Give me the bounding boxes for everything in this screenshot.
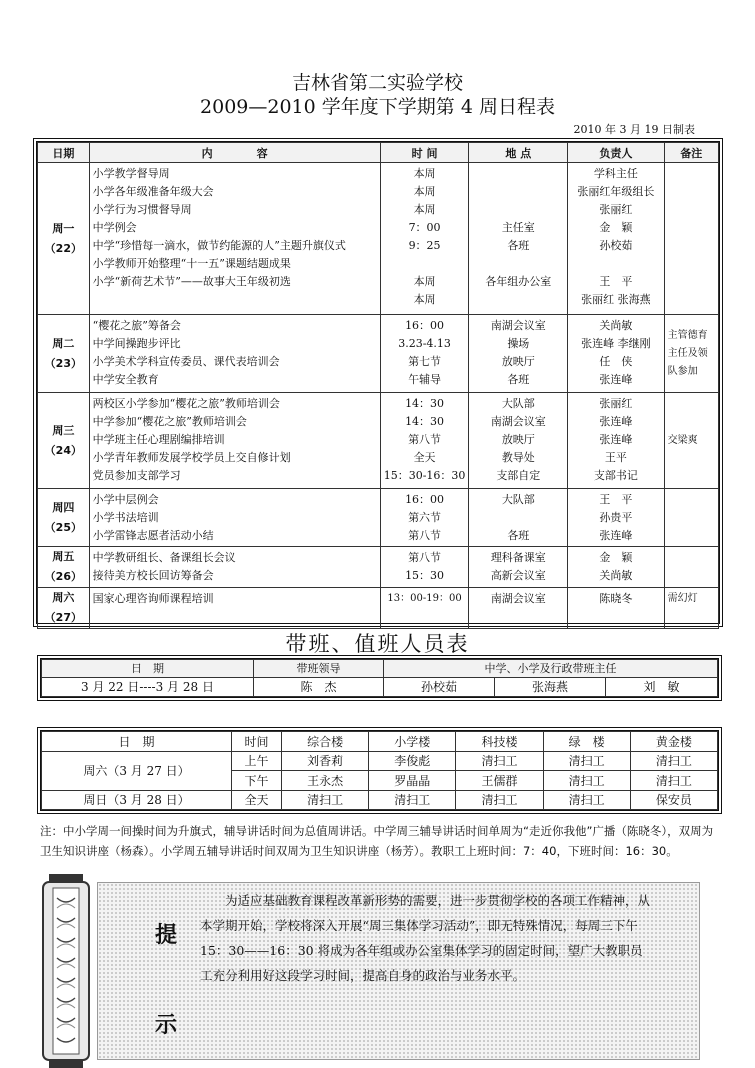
note-cell: 需幻灯: [664, 588, 718, 629]
content-item: 中学例会: [92, 221, 137, 234]
place-item: 操场: [507, 337, 530, 350]
weekly-schedule-table: [33, 138, 723, 627]
content-cell: [89, 588, 380, 629]
time-item: 本周: [413, 185, 436, 198]
day-label: 周六: [52, 591, 75, 604]
time-item: 午辅导: [408, 373, 442, 386]
note-cell: [664, 547, 718, 588]
note-cell: [664, 163, 718, 315]
person-item: 张连峰 李继刚: [581, 337, 651, 350]
time-item: 7：00: [408, 221, 441, 234]
person-item: 金 颖: [599, 221, 633, 234]
duty-staff: 清扫工: [543, 771, 630, 791]
time-item: 14：30: [405, 415, 445, 428]
place-item: [472, 201, 564, 219]
time-item: 14：30: [405, 397, 445, 410]
header-date: 日 期: [42, 732, 232, 752]
place-item: 各年组办公室: [485, 275, 552, 288]
content-item: 小学行为习惯督导周: [92, 203, 192, 216]
duty-staff: 李俊彪: [369, 751, 456, 771]
day-cell: [38, 489, 90, 547]
time-item: [384, 255, 466, 273]
duty-staff: 罗晶晶: [369, 771, 456, 791]
time-item: 第八节: [408, 433, 442, 446]
building-duty-table: [37, 727, 722, 814]
header-time: 时间: [232, 732, 282, 752]
person-cell: [568, 393, 664, 489]
place-item: [472, 255, 564, 273]
duty-head: 张海燕: [495, 677, 606, 696]
person-item: 张连峰: [599, 433, 633, 446]
place-item: 南湖会议室: [490, 415, 546, 428]
place-item: 大队部: [501, 493, 535, 506]
schedule-row-mon: [38, 163, 719, 315]
note-cell: 交梁爽: [664, 393, 718, 489]
day-number: （22）: [44, 241, 82, 255]
header-building: 综合楼: [282, 732, 369, 752]
day-label: 周五: [52, 550, 75, 563]
time-cell: [380, 489, 469, 547]
place-item: 各班: [507, 239, 530, 252]
time-item: 9：25: [408, 239, 441, 252]
time-item: 第七节: [408, 355, 442, 368]
day-number: （27）: [44, 611, 82, 624]
day-label: 周四: [52, 500, 75, 514]
duty-staff: 清扫工: [543, 790, 630, 810]
content-item: 小学各年级准备年级大会: [92, 185, 214, 198]
building-header-row: [42, 732, 718, 752]
duty-staff: 清扫工: [456, 751, 543, 771]
person-item: 关尚敏: [599, 319, 633, 332]
place-cell: [469, 547, 568, 588]
person-item: 陈晓冬: [599, 592, 633, 605]
person-cell: [568, 547, 664, 588]
time-item: 本周: [413, 293, 436, 306]
content-item: 接待美方校长回访筹备会: [92, 569, 214, 582]
person-item: 张连峰: [599, 373, 633, 386]
person-item: 金 颖: [599, 551, 633, 564]
time-item: 本周: [413, 275, 436, 288]
day-number: （25）: [44, 520, 82, 534]
duty-time: 下午: [232, 771, 282, 791]
content-item: 中学安全教育: [92, 373, 159, 386]
content-item: 中学间操跑步评比: [92, 337, 181, 350]
day-cell: [38, 163, 90, 315]
content-item: 党员参加支部学习: [92, 469, 181, 482]
header-building: 绿 楼: [543, 732, 630, 752]
person-item: 孙校茹: [599, 239, 633, 252]
person-cell: [568, 163, 664, 315]
header-heads: 中学、小学及行政带班主任: [384, 660, 718, 678]
schedule-title: 2009—2010 学年度下学期第 4 周日程表: [200, 96, 555, 118]
duty-staff: 清扫工: [282, 790, 369, 810]
duty-staff: 刘香莉: [282, 751, 369, 771]
schedule-row-fri: [38, 547, 719, 588]
time-item: 第八节: [408, 551, 442, 564]
content-item: 小学美术学科宣传委员、课代表培训会: [92, 355, 280, 368]
place-item: 高新会议室: [490, 569, 546, 582]
time-item: 15：30-16：30: [383, 469, 466, 482]
duty-date: 周日（3 月 28 日）: [42, 790, 232, 810]
header-content: 内 容: [89, 143, 380, 163]
tip-text: 为适应基础教育课程改革新形势的需要，进一步贯彻学校的各项工作精神，从本学期开始，学校将深入开展“周三集体学习活动”，即无特殊情况，每周三下午 15：30——16：30 将成为各年组或办公室集体学习的固定时间，望广大教职员工充分利用好这段学习时间，提高自身的政治与业务水平。: [200, 893, 651, 983]
place-item: 各班: [507, 373, 530, 386]
place-cell: [469, 315, 568, 393]
time-item: 第八节: [408, 529, 442, 542]
duty-time: 上午: [232, 751, 282, 771]
content-item: 中学参加“樱花之旅”教师培训会: [92, 415, 247, 428]
content-item: 小学教师开始整理“十一五”课题结题成果: [92, 257, 291, 270]
tip-scroll: [35, 882, 720, 1060]
content-item: 小学书法培训: [92, 511, 159, 524]
content-cell: [89, 163, 380, 315]
duty-staff: 清扫工: [543, 751, 630, 771]
day-number: （24）: [44, 443, 82, 457]
person-item: 王平: [604, 451, 627, 464]
header-note: 备注: [664, 143, 718, 163]
content-cell: [89, 315, 380, 393]
duty-section-title: 带班、值班人员表: [285, 632, 470, 656]
time-cell: [380, 163, 469, 315]
place-item: 理科备课室: [490, 551, 546, 564]
place-item: [472, 509, 564, 527]
day-number: （26）: [44, 570, 82, 583]
time-item: 本周: [413, 203, 436, 216]
scroll-roll-icon: [35, 874, 97, 1068]
place-item: 主任室: [501, 221, 535, 234]
place-cell: [469, 489, 568, 547]
time-cell: [380, 588, 469, 629]
content-item: 中学教研组长、备课组长会议: [92, 551, 236, 564]
content-item: 小学教学督导周: [92, 167, 170, 180]
day-cell: [38, 315, 90, 393]
leader-duty-table: [37, 655, 722, 701]
schedule-header-row: [38, 143, 719, 163]
place-item: 各班: [507, 529, 530, 542]
time-item: 全天: [413, 451, 436, 464]
duty-time: 全天: [232, 790, 282, 810]
made-date: 2010 年 3 月 19 日制表: [573, 123, 695, 136]
tip-char-2: 示: [155, 1012, 178, 1038]
content-item: 小学青年教师发展学校学员上交自修计划: [92, 451, 291, 464]
day-cell: [38, 393, 90, 489]
leader-header-row: [42, 660, 718, 678]
place-cell: [469, 588, 568, 629]
time-item: 16：00: [405, 493, 445, 506]
schedule-row-thu: [38, 489, 719, 547]
person-item: 王 平: [599, 493, 633, 506]
header-building: 小学楼: [369, 732, 456, 752]
duty-staff: 清扫工: [369, 790, 456, 810]
place-item: 教导处: [501, 451, 535, 464]
time-cell: [380, 547, 469, 588]
tip-char-1: 提: [155, 922, 178, 948]
place-item: 放映厅: [501, 433, 535, 446]
time-item: 本周: [413, 167, 436, 180]
person-item: 张丽红: [599, 397, 633, 410]
header-place: 地 点: [469, 143, 568, 163]
place-item: 南湖会议室: [490, 319, 546, 332]
content-cell: [89, 393, 380, 489]
time-item: 13：00-19：00: [387, 593, 462, 604]
time-cell: [380, 393, 469, 489]
note-cell: [664, 489, 718, 547]
content-item: 中学“珍惜每一滴水，做节约能源的人”主题升旗仪式: [92, 239, 346, 252]
day-cell: [38, 588, 90, 629]
person-cell: [568, 588, 664, 629]
person-item: 关尚敏: [599, 569, 633, 582]
duty-staff: 清扫工: [456, 790, 543, 810]
time-item: 3.23-4.13: [398, 337, 451, 350]
header-building: 科技楼: [456, 732, 543, 752]
duty-leader: 陈 杰: [254, 677, 384, 696]
duty-date: 周六（3 月 27 日）: [42, 751, 232, 790]
leader-row: [42, 677, 718, 696]
place-item: [472, 183, 564, 201]
content-item: 小学雷锋志愿者活动小结: [92, 529, 214, 542]
person-item: [571, 255, 660, 273]
person-cell: [568, 315, 664, 393]
person-item: 学科主任: [593, 167, 638, 180]
place-cell: [469, 393, 568, 489]
day-label: 周三: [52, 423, 75, 437]
building-row: [42, 790, 718, 810]
person-item: 张连峰: [599, 415, 633, 428]
content-item: 小学“新荷艺术节”——故事大王年级初选: [92, 275, 291, 288]
building-row: [42, 751, 718, 771]
header-date: 日 期: [42, 660, 254, 678]
person-item: 张丽红: [599, 203, 633, 216]
person-cell: [568, 489, 664, 547]
duty-head: 孙校茹: [384, 677, 495, 696]
header-time: 时 间: [380, 143, 469, 163]
duty-date: 3 月 22 日----3 月 28 日: [42, 677, 254, 696]
time-item: 第六节: [408, 511, 442, 524]
content-cell: [89, 489, 380, 547]
person-item: 张连峰: [599, 529, 633, 542]
place-item: 大队部: [501, 397, 535, 410]
header-date: 日期: [38, 143, 90, 163]
footnote: 注：中小学周一间操时间为升旗式，辅导讲话时间为总值周讲话。中学周三辅导讲话时间单周为“走近你我他”广播（陈晓冬），双周为卫生知识讲座（杨森）。小学周五辅导讲话时间双周为卫生知识讲座（杨芳）。教职工上班时间：7：40，下班时间：16：30。: [40, 824, 714, 858]
schedule-row-tue: [38, 315, 719, 393]
person-item: 张丽红 张海燕: [581, 293, 651, 306]
place-item: 放映厅: [501, 355, 535, 368]
place-cell: [469, 163, 568, 315]
schedule-row-wed: [38, 393, 719, 489]
person-item: 张丽红年级组长: [577, 185, 655, 198]
day-label: 周一: [52, 221, 75, 235]
content-item: 国家心理咨询师课程培训: [92, 592, 214, 605]
header-building: 黄金楼: [630, 732, 717, 752]
header-person: 负责人: [568, 143, 664, 163]
place-item: 支部自定: [496, 469, 541, 482]
content-item: “樱花之旅”筹备会: [92, 319, 181, 332]
duty-staff: 王永杰: [282, 771, 369, 791]
content-cell: [89, 547, 380, 588]
duty-staff: 清扫工: [630, 771, 717, 791]
content-item: 小学中层例会: [92, 493, 159, 506]
day-cell: [38, 547, 90, 588]
day-label: 周二: [52, 336, 75, 350]
school-title: 吉林省第二实验学校: [291, 72, 463, 94]
header-leader: 带班领导: [254, 660, 384, 678]
content-item: 两校区小学参加“樱花之旅”教师培训会: [92, 397, 280, 410]
duty-head: 刘 敏: [606, 677, 718, 696]
duty-staff: 王儒群: [456, 771, 543, 791]
time-cell: [380, 315, 469, 393]
person-item: 支部书记: [593, 469, 638, 482]
person-item: 王 平: [599, 275, 633, 288]
day-number: （23）: [44, 356, 82, 370]
person-item: 孙贵平: [599, 511, 633, 524]
place-item: 南湖会议室: [490, 592, 546, 605]
time-item: 15：30: [405, 569, 445, 582]
place-item: [472, 165, 564, 183]
duty-staff: 保安员: [630, 790, 717, 810]
duty-staff: 清扫工: [630, 751, 717, 771]
content-item: 中学班主任心理剧编排培训: [92, 433, 225, 446]
time-item: 16：00: [405, 319, 445, 332]
schedule-row-sat: [38, 588, 719, 629]
note-cell: 主管德育主任及领队参加: [664, 315, 718, 393]
person-item: 任 侠: [599, 355, 633, 368]
